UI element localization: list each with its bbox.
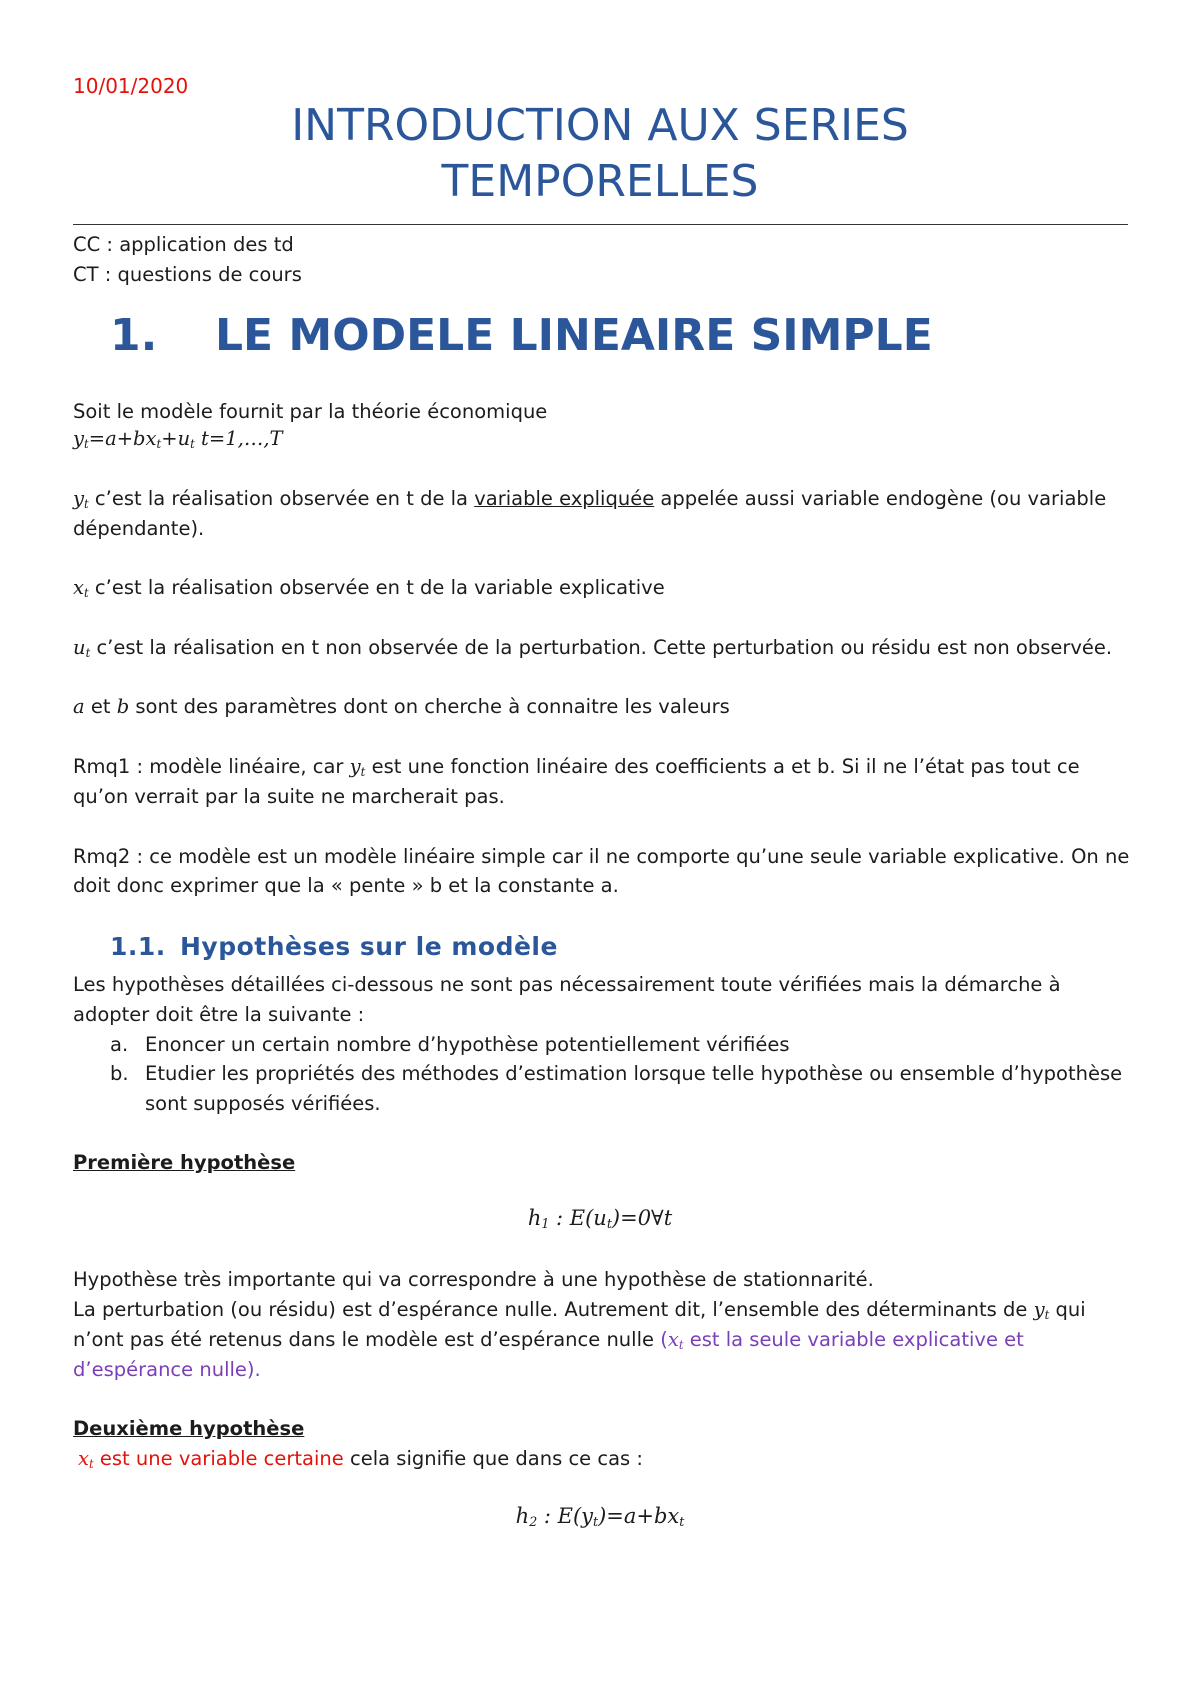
title-rule: [73, 224, 1128, 225]
model-intro: Soit le modèle fournit par la théorie économique: [73, 400, 548, 423]
hypothesis-1-text2: La perturbation (ou résidu) est d’espérance nulle. Autrement dit, l’ensemble des déterminants de $y_t$ qui: [73, 1298, 1086, 1322]
ct-line: CT : questions de cours: [73, 263, 302, 286]
hypothesis-1-title: Première hypothèse: [73, 1151, 296, 1174]
section-1-heading: [110, 310, 933, 361]
list-item: b. Etudier les propriétés des méthodes d’estimation lorsque telle hypothèse ou ensemble d’hypothèse: [110, 1062, 1123, 1085]
section-1-1-number: 1.1.: [110, 932, 166, 961]
hypothesis-1-equation: $h_1$ : $E(u_t)=0\forall t$: [527, 1206, 673, 1232]
document-title-line1: INTRODUCTION AUX SERIES: [291, 100, 909, 151]
ut-definition: $u_t$ c’est la réalisation en t non observée de la perturbation. Cette perturbation ou résidu est non observée.: [73, 636, 1113, 660]
section-1-title: LE MODELE LINEAIRE SIMPLE: [215, 310, 933, 361]
model-equation: $y_t=a+bx_t+u_t$ t=1,…,T: [73, 427, 283, 451]
hypothesis-1-text1: Hypothèse très importante qui va correspondre à une hypothèse de stationnarité.: [73, 1268, 874, 1291]
hypotheses-intro-line2: adopter doit être la suivante :: [73, 1003, 365, 1026]
variable-expliquee-term: variable expliquée: [474, 487, 655, 510]
ab-definition: a et b sont des paramètres dont on cherche à connaitre les valeurs: [73, 695, 730, 718]
hypothesis-1-text4: d’espérance nulle).: [73, 1358, 261, 1381]
list-item-continuation: sont supposés vérifiées.: [145, 1092, 381, 1115]
yt-definition-line2: dépendante).: [73, 517, 205, 540]
section-1-number: 1.: [110, 310, 158, 361]
yt-definition: $y_t$ c’est la réalisation observée en t de la variable expliquée appelée aussi variable endogène (ou variable: [73, 487, 1107, 511]
hypothesis-2-equation: $h_2$ : $E(y_t)=a+bx_t$: [515, 1504, 685, 1530]
rmq2-line1: Rmq2 : ce modèle est un modèle linéaire simple car il ne comporte qu’une seule variable explicative. On ne: [73, 845, 1130, 868]
hypothesis-2-title: Deuxième hypothèse: [73, 1417, 305, 1440]
rmq1-line2: qu’on verrait par la suite ne marcherait pas.: [73, 785, 505, 808]
section-1-1-heading: [110, 932, 558, 961]
rmq1: Rmq1 : modèle linéaire, car $y_t$ est une fonction linéaire des coefficients a et b. Si il ne l’état pas tout ce: [73, 755, 1080, 779]
hypothesis-2-text: $x_t$ est une variable certaine cela signifie que dans ce cas :: [78, 1447, 643, 1471]
hypothesis-1-text3: n’ont pas été retenus dans le modèle est d’espérance nulle ($x_t$ est la seule variable explicative et: [73, 1328, 1024, 1352]
list-item: a. Enoncer un certain nombre d’hypothèse potentiellement vérifiées: [110, 1033, 790, 1056]
section-1-1-title: Hypothèses sur le modèle: [180, 932, 558, 961]
document-date: 10/01/2020: [73, 74, 189, 98]
rmq2-line2: doit donc exprimer que la « pente » b et la constante a.: [73, 874, 619, 897]
document-title-line2: TEMPORELLES: [441, 156, 759, 207]
cc-line: CC : application des td: [73, 233, 294, 256]
xt-definition: $x_t$ c’est la réalisation observée en t de la variable explicative: [73, 576, 665, 600]
hypotheses-intro-line1: Les hypothèses détaillées ci-dessous ne sont pas nécessairement toute vérifiées mais la démarche à: [73, 973, 1061, 996]
